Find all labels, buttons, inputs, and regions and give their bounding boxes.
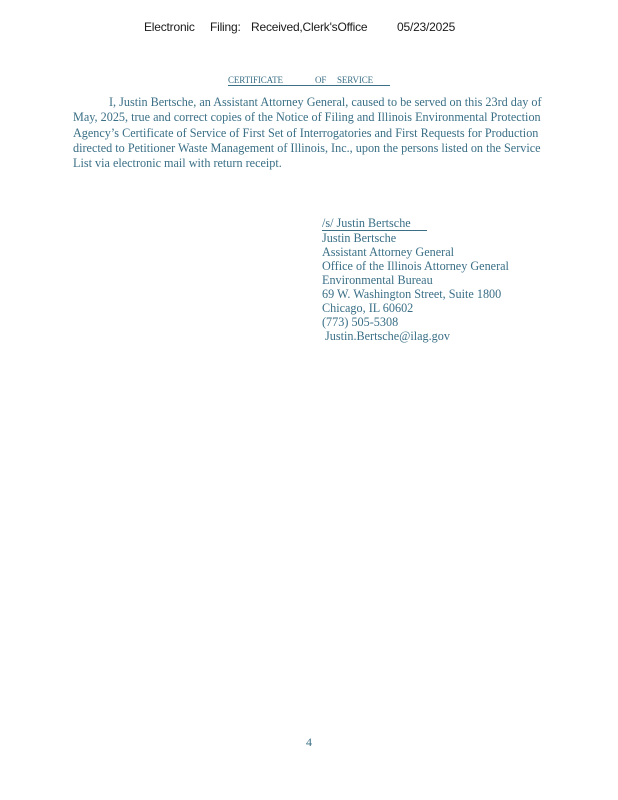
title-word-certificate: CERTIFICATE [228,75,283,85]
signature-block [322,216,582,343]
certificate-body-paragraph [73,95,595,171]
signer-title: Assistant Attorney General [322,245,455,259]
signer-office: Office of the Illinois Attorney General [322,259,509,273]
signer-phone: (773) 505-5308 [322,315,399,329]
filing-date: 05/23/2025 [397,20,456,34]
filing-label-filing: Filing: [210,20,241,34]
title-word-service: SERVICE [337,75,374,85]
signer-email[interactable]: Justin.Bertsche@ilag.gov [325,329,450,343]
body-line: May, 2025, true and correct copies of the Notice of Filing and Illinois Environmental Protection [73,110,541,125]
signer-bureau: Environmental Bureau [322,273,433,287]
certificate-of-service-title [228,75,390,86]
page-number: 4 [306,735,312,749]
signer-name: Justin Bertsche [322,231,397,245]
electronic-filing-header [144,20,474,34]
filing-label-electronic: Electronic [144,20,195,34]
signer-address: 69 W. Washington Street, Suite 1800 [322,287,502,301]
body-line: directed to Petitioner Waste Management of Illinois, Inc., upon the persons listed on the Service [73,140,541,155]
signer-city: Chicago, IL 60602 [322,301,414,315]
body-line: Agency’s Certificate of Service of First Set of Interrogatories and First Requests for Production [73,125,539,140]
body-line: I, Justin Bertsche, an Assistant Attorney General, caused to be served on this 23rd day of [109,95,542,109]
filing-label-received: Received,Clerk'sOffice [251,20,368,34]
title-word-of: OF [315,75,327,85]
body-line: List via electronic mail with return receipt. [73,156,282,171]
signature-line: /s/ Justin Bertsche [322,216,427,231]
